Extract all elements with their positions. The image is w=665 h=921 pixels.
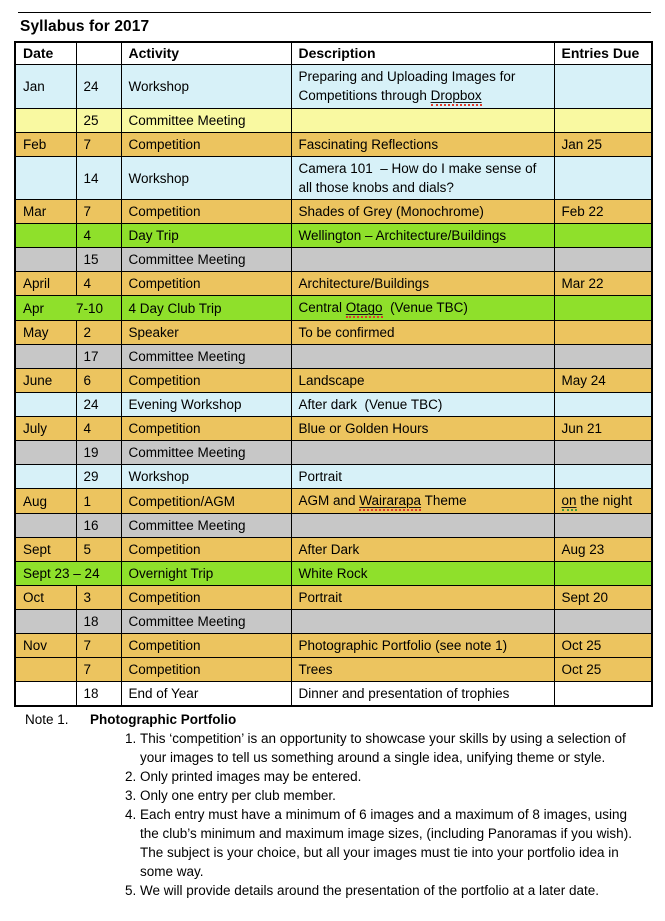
day-cell: 14 [76, 157, 121, 200]
date-cell [15, 393, 76, 417]
description-cell [291, 248, 554, 272]
note-body [90, 710, 643, 900]
description-cell: To be confirmed [291, 321, 554, 345]
day-cell: 25 [76, 109, 121, 133]
column-header: Date [15, 42, 76, 65]
day-cell: 7 [76, 658, 121, 682]
description-cell: Portrait [291, 465, 554, 489]
description-cell: White Rock [291, 562, 554, 586]
activity-cell: Competition/AGM [121, 489, 291, 514]
date-cell: Jan [15, 65, 76, 109]
date-cell [15, 345, 76, 369]
top-rule [18, 12, 651, 13]
table-row [15, 248, 652, 272]
date-cell: Oct [15, 586, 76, 610]
entries-due-cell: Aug 23 [554, 538, 652, 562]
activity-cell: Competition [121, 133, 291, 157]
entries-due-cell [554, 157, 652, 200]
date-cell [15, 224, 76, 248]
table-row [15, 489, 652, 514]
date-cell: Mar [15, 200, 76, 224]
column-header: Activity [121, 42, 291, 65]
description-cell: Preparing and Uploading Images for Competitions through Dropbox [291, 65, 554, 109]
activity-cell: Committee Meeting [121, 514, 291, 538]
spellcheck-marked-word: Dropbox [431, 88, 482, 106]
table-row [15, 345, 652, 369]
table-row [15, 393, 652, 417]
day-cell: 29 [76, 465, 121, 489]
day-cell: 7 [76, 133, 121, 157]
date-cell [15, 610, 76, 634]
table-body [15, 65, 652, 707]
description-cell: Fascinating Reflections [291, 133, 554, 157]
activity-cell: Workshop [121, 157, 291, 200]
description-cell [291, 610, 554, 634]
day-cell: 19 [76, 441, 121, 465]
activity-cell: Competition [121, 200, 291, 224]
spellcheck-marked-word: Otago [346, 300, 383, 318]
entries-due-cell: Jan 25 [554, 133, 652, 157]
table-row [15, 514, 652, 538]
activity-cell: Workshop [121, 65, 291, 109]
date-cell: Aug [15, 489, 76, 514]
entries-due-cell [554, 296, 652, 321]
date-merged-cell: Apr 7-10 [15, 296, 121, 321]
date-cell: July [15, 417, 76, 441]
page-title: Syllabus for 2017 [20, 18, 150, 35]
day-cell: 15 [76, 248, 121, 272]
day-cell: 3 [76, 586, 121, 610]
table-row [15, 538, 652, 562]
description-cell [291, 345, 554, 369]
header-row [15, 42, 652, 65]
date-text: Apr [23, 300, 45, 316]
note-list [90, 729, 643, 900]
day-cell: 4 [76, 272, 121, 296]
description-cell: Blue or Golden Hours [291, 417, 554, 441]
entries-due-cell [554, 345, 652, 369]
date-cell: Sept [15, 538, 76, 562]
date-cell [15, 109, 76, 133]
day-cell: 18 [76, 682, 121, 707]
activity-cell: 4 Day Club Trip [121, 296, 291, 321]
activity-cell: Overnight Trip [121, 562, 291, 586]
activity-cell: Competition [121, 658, 291, 682]
date-cell [15, 658, 76, 682]
description-cell: Wellington – Architecture/Buildings [291, 224, 554, 248]
date-cell [15, 157, 76, 200]
table-row [15, 465, 652, 489]
date-cell [15, 465, 76, 489]
table-row [15, 610, 652, 634]
entries-due-cell: on the night [554, 489, 652, 514]
table-row [15, 586, 652, 610]
date-merged-cell: Sept 23 – 24 [15, 562, 121, 586]
entries-due-cell [554, 562, 652, 586]
entries-due-cell: Sept 20 [554, 586, 652, 610]
activity-cell: Workshop [121, 465, 291, 489]
column-header: Description [291, 42, 554, 65]
note-label: Note 1. [25, 712, 69, 727]
entries-due-cell: Feb 22 [554, 200, 652, 224]
note-heading: Photographic Portfolio [90, 712, 237, 727]
entries-due-cell: Mar 22 [554, 272, 652, 296]
description-cell: Photographic Portfolio (see note 1) [291, 634, 554, 658]
day-cell: 7 [76, 200, 121, 224]
description-cell: Trees [291, 658, 554, 682]
activity-cell: Competition [121, 538, 291, 562]
note-section [25, 710, 643, 900]
date-text: Sept [23, 566, 51, 581]
note-item: 4. Each entry must have a minimum of 6 images and a maximum of 8 images, using the club’s minimum and maximum image sizes, (including Panoramas if you wish). The subject is your choice, but all your images must tie into your portfolio idea in some way. [140, 805, 643, 881]
entries-due-cell: Jun 21 [554, 417, 652, 441]
date-cell [15, 514, 76, 538]
description-cell: Architecture/Buildings [291, 272, 554, 296]
activity-cell: Committee Meeting [121, 248, 291, 272]
table-row [15, 157, 652, 200]
entries-due-cell [554, 610, 652, 634]
table-header [15, 42, 652, 65]
day-cell: 7 [76, 634, 121, 658]
date-cell: June [15, 369, 76, 393]
table-row [15, 272, 652, 296]
activity-cell: Evening Workshop [121, 393, 291, 417]
day-cell: 24 [76, 393, 121, 417]
table-row [15, 417, 652, 441]
activity-cell: Competition [121, 272, 291, 296]
day-cell: 4 [76, 417, 121, 441]
description-cell: Landscape [291, 369, 554, 393]
entries-due-cell [554, 65, 652, 109]
spellcheck-marked-word: Wairarapa [359, 493, 421, 511]
day-cell: 6 [76, 369, 121, 393]
day-cell: 24 [76, 65, 121, 109]
activity-cell: Committee Meeting [121, 610, 291, 634]
table-row [15, 296, 652, 321]
entries-due-cell [554, 441, 652, 465]
table-row [15, 562, 652, 586]
activity-cell: Day Trip [121, 224, 291, 248]
date-cell [15, 682, 76, 707]
description-cell: Central Otago (Venue TBC) [291, 296, 554, 321]
description-cell: AGM and Wairarapa Theme [291, 489, 554, 514]
activity-cell: Competition [121, 417, 291, 441]
entries-due-cell: Oct 25 [554, 658, 652, 682]
entries-due-cell [554, 321, 652, 345]
description-cell: Dinner and presentation of trophies [291, 682, 554, 707]
table-row [15, 634, 652, 658]
activity-cell: Competition [121, 634, 291, 658]
table-row [15, 369, 652, 393]
grammar-marked-word: on [562, 493, 577, 511]
entries-due-cell [554, 109, 652, 133]
table-row [15, 200, 652, 224]
table-row [15, 321, 652, 345]
activity-cell: Competition [121, 369, 291, 393]
entries-due-cell [554, 224, 652, 248]
entries-due-cell [554, 514, 652, 538]
entries-due-cell: May 24 [554, 369, 652, 393]
syllabus-table [14, 41, 653, 707]
date-cell: Feb [15, 133, 76, 157]
activity-cell: Committee Meeting [121, 109, 291, 133]
column-header: Entries Due [554, 42, 652, 65]
note-item: 5. We will provide details around the presentation of the portfolio at a later date. [140, 881, 643, 900]
entries-due-cell [554, 682, 652, 707]
date-cell [15, 441, 76, 465]
date-cell: April [15, 272, 76, 296]
day-cell: 4 [76, 224, 121, 248]
description-cell [291, 441, 554, 465]
activity-cell: End of Year [121, 682, 291, 707]
entries-due-cell [554, 248, 652, 272]
table-row [15, 133, 652, 157]
date-cell: May [15, 321, 76, 345]
day-cell: 16 [76, 514, 121, 538]
description-cell [291, 109, 554, 133]
note-item: 3. Only one entry per club member. [140, 786, 643, 805]
day-cell: 17 [76, 345, 121, 369]
activity-cell: Speaker [121, 321, 291, 345]
table-row [15, 224, 652, 248]
table-row [15, 682, 652, 707]
day-cell: 1 [76, 489, 121, 514]
date-cell: Nov [15, 634, 76, 658]
activity-cell: Committee Meeting [121, 441, 291, 465]
table-row [15, 441, 652, 465]
day-cell: 2 [76, 321, 121, 345]
table-row [15, 65, 652, 109]
day-cell: 18 [76, 610, 121, 634]
description-cell: After dark (Venue TBC) [291, 393, 554, 417]
table-row [15, 658, 652, 682]
entries-due-cell [554, 393, 652, 417]
description-cell: Portrait [291, 586, 554, 610]
description-cell: After Dark [291, 538, 554, 562]
entries-due-cell: Oct 25 [554, 634, 652, 658]
entries-due-cell [554, 465, 652, 489]
description-cell: Camera 101 – How do I make sense of all those knobs and dials? [291, 157, 554, 200]
activity-cell: Competition [121, 586, 291, 610]
column-header [76, 42, 121, 65]
description-cell: Shades of Grey (Monochrome) [291, 200, 554, 224]
note-item: 2. Only printed images may be entered. [140, 767, 643, 786]
note-item: 1. This ‘competition’ is an opportunity to showcase your skills by using a selection of your images to tell us something around a single idea, unifying theme or style. [140, 729, 643, 767]
description-cell [291, 514, 554, 538]
day-cell: 5 [76, 538, 121, 562]
table-row [15, 109, 652, 133]
date-cell [15, 248, 76, 272]
activity-cell: Committee Meeting [121, 345, 291, 369]
